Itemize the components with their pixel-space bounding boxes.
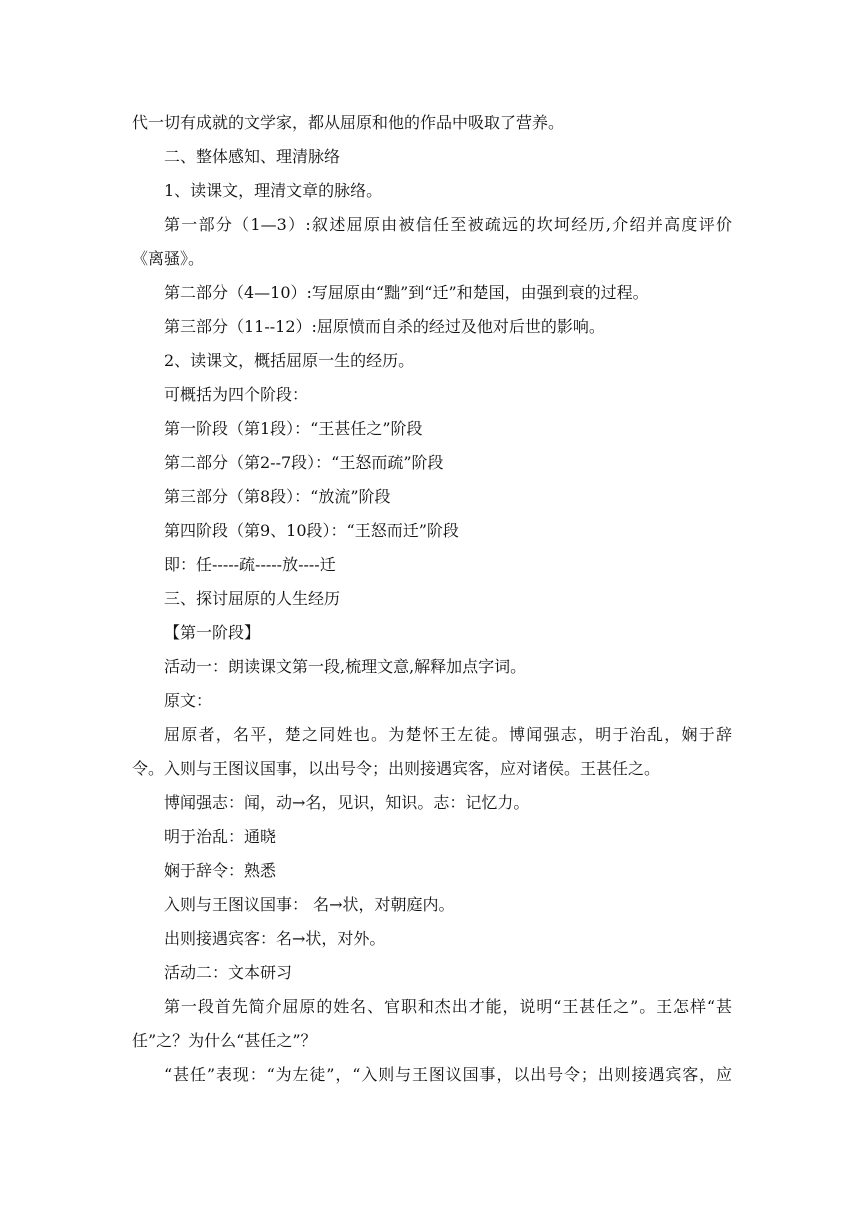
text-line: 第二部分（4—10）:写屈原由“黜”到“迁”和楚国，由强到衰的过程。 (164, 283, 649, 302)
text-line: 第一段首先简介屈原的姓名、官职和杰出才能，说明“王甚任之”。王怎样“甚 (164, 997, 732, 1016)
text-line: 可概括为四个阶段： (164, 385, 309, 404)
text-line: 二、整体感知、理清脉络 (164, 147, 341, 166)
text-line: 代一切有成就的文学家，都从屈原和他的作品中吸取了营养。 (132, 113, 565, 132)
text-line: 活动一：朗读课文第一段,梳理文意,解释加点字词。 (164, 657, 527, 676)
text-line: 即：任-----疏-----放----迁 (164, 555, 336, 574)
text-line: 三、探讨屈原的人生经历 (164, 589, 341, 608)
text-line: 出则接遇宾客：名→状，对外。 (164, 929, 386, 948)
text-line: 2、读课文，概括屈原一生的经历。 (164, 351, 415, 370)
text-line: 第一部分（1—3）:叙述屈原由被信任至被疏远的坎坷经历,介绍并高度评价 (164, 215, 732, 234)
text-line: 博闻强志：闻，动→名，见识，知识。志：记忆力。 (164, 793, 530, 812)
text-line: 入则与王图议国事： 名→状，对朝庭内。 (164, 895, 455, 914)
text-line: 第四阶段（第9、10段）：“王怒而迁”阶段 (164, 521, 459, 540)
text-line: 屈原者，名平，楚之同姓也。为楚怀王左徒。博闻强志，明于治乱，娴于辞 (164, 725, 732, 744)
text-line: 1、读课文，理清文章的脉络。 (164, 181, 383, 200)
text-line: 娴于辞令：熟悉 (164, 861, 277, 880)
text-line: 第一阶段（第1段）：“王甚任之”阶段 (164, 419, 423, 438)
text-line: 明于治乱：通晓 (164, 827, 277, 846)
text-line: 第三部分（第8段）：“放流”阶段 (164, 487, 391, 506)
text-line: “甚任”表现：“为左徒”，“入则与王图议国事，以出号令；出则接遇宾客，应 (164, 1065, 732, 1084)
document-body (132, 106, 732, 1092)
text-line: 第三部分（11--12）:屈原愤而自杀的经过及他对后世的影响。 (164, 317, 605, 336)
text-line: 第二部分（第2--7段）：“王怒而疏”阶段 (164, 453, 444, 472)
text-line: 令。入则与王图议国事，以出号令；出则接遇宾客，应对诸侯。王甚任之。 (132, 759, 661, 778)
text-line: 原文： (164, 691, 213, 710)
text-line: 任”之？为什么“甚任之”？ (132, 1031, 317, 1050)
text-line: 【第一阶段】 (164, 623, 261, 642)
text-line: 活动二：文本研习 (164, 963, 293, 982)
text-line: 《离骚》。 (132, 249, 205, 268)
